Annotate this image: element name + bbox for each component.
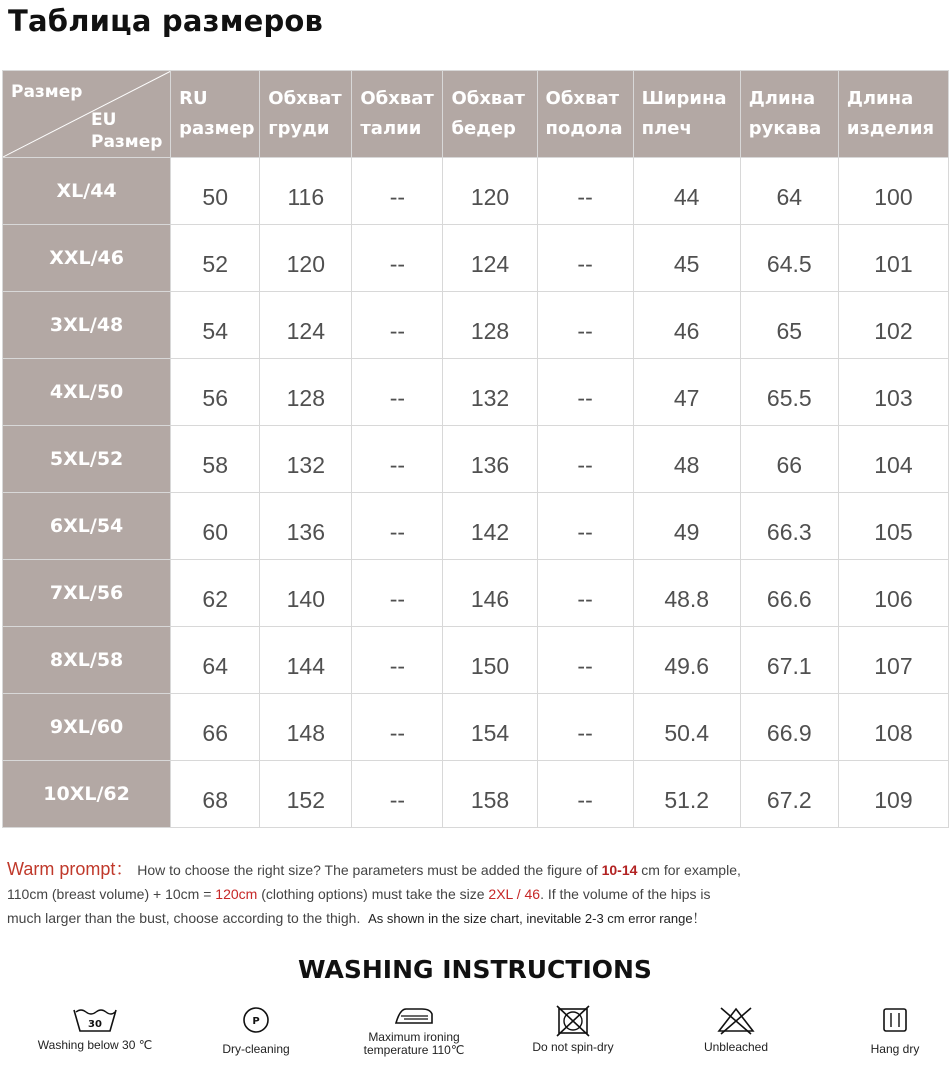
header-waist: Обхват талии bbox=[352, 71, 443, 158]
table-cell: -- bbox=[352, 627, 443, 694]
care-label: Do not spin-dry bbox=[532, 1040, 614, 1054]
table-cell: -- bbox=[537, 158, 633, 225]
table-cell: -- bbox=[537, 359, 633, 426]
prompt-range: 10-14 bbox=[601, 862, 638, 878]
header-hips: Обхват бедер bbox=[443, 71, 537, 158]
wash-30-icon bbox=[72, 1005, 118, 1035]
row-size-label: 5XL/52 bbox=[3, 426, 171, 493]
header-length: Длина изделия bbox=[838, 71, 948, 158]
table-cell: -- bbox=[537, 560, 633, 627]
table-cell: 101 bbox=[838, 225, 948, 292]
table-cell: 47 bbox=[633, 359, 740, 426]
table-cell: 67.2 bbox=[740, 761, 838, 828]
table-cell: -- bbox=[352, 761, 443, 828]
table-cell: -- bbox=[352, 694, 443, 761]
row-size-label: 7XL/56 bbox=[3, 560, 171, 627]
care-wash-30 bbox=[36, 1005, 154, 1052]
care-label: Maximum ironing temperature 110℃ bbox=[363, 1030, 465, 1057]
table-cell: 142 bbox=[443, 493, 537, 560]
header-hem: Обхват подола bbox=[537, 71, 633, 158]
table-cell: 152 bbox=[260, 761, 352, 828]
warm-prompt: Warm prompt： How to choose the right size? The parameters must be added the figure of 10-14 cm for example, 110cm (breast volume) + 10cm = 120cm (clothing options) must take the size 2XL / 46. If the volume of the hips is much larger than the bust, choose according to the thigh. As shown in the size chart, inevitable 2-3 cm error range！ bbox=[7, 859, 741, 926]
row-size-label: 9XL/60 bbox=[3, 694, 171, 761]
table-cell: 68 bbox=[171, 761, 260, 828]
table-cell: 107 bbox=[838, 627, 948, 694]
header-shoulder: Ширина плеч bbox=[633, 71, 740, 158]
prompt-lead: Warm prompt： bbox=[7, 859, 134, 879]
table-cell: 124 bbox=[260, 292, 352, 359]
table-cell: 100 bbox=[838, 158, 948, 225]
table-row bbox=[3, 627, 949, 694]
table-cell: 136 bbox=[443, 426, 537, 493]
svg-text:P: P bbox=[252, 1016, 260, 1027]
table-cell: 65.5 bbox=[740, 359, 838, 426]
table-cell: 104 bbox=[838, 426, 948, 493]
table-cell: 64.5 bbox=[740, 225, 838, 292]
table-cell: 128 bbox=[443, 292, 537, 359]
care-label: Unbleached bbox=[703, 1040, 769, 1054]
table-cell: 54 bbox=[171, 292, 260, 359]
table-cell: -- bbox=[352, 493, 443, 560]
table-cell: 67.1 bbox=[740, 627, 838, 694]
table-cell: 52 bbox=[171, 225, 260, 292]
no-spin-dry-icon bbox=[556, 1005, 590, 1037]
table-cell: 62 bbox=[171, 560, 260, 627]
table-cell: 64 bbox=[740, 158, 838, 225]
table-cell: -- bbox=[352, 292, 443, 359]
table-cell: 108 bbox=[838, 694, 948, 761]
row-size-label: 6XL/54 bbox=[3, 493, 171, 560]
table-cell: -- bbox=[352, 560, 443, 627]
table-row bbox=[3, 158, 949, 225]
care-label: Dry-cleaning bbox=[222, 1042, 290, 1056]
table-cell: 146 bbox=[443, 560, 537, 627]
table-cell: 65 bbox=[740, 292, 838, 359]
care-unbleached bbox=[690, 1005, 782, 1054]
hang-dry-icon bbox=[880, 1005, 910, 1035]
corner-size-label: Размер bbox=[11, 82, 83, 102]
table-cell: 109 bbox=[838, 761, 948, 828]
table-cell: 124 bbox=[443, 225, 537, 292]
table-cell: -- bbox=[352, 158, 443, 225]
table-row bbox=[3, 761, 949, 828]
table-cell: 66.9 bbox=[740, 694, 838, 761]
row-size-label: XL/44 bbox=[3, 158, 171, 225]
table-cell: 45 bbox=[633, 225, 740, 292]
table-cell: 140 bbox=[260, 560, 352, 627]
table-cell: 154 bbox=[443, 694, 537, 761]
row-size-label: 3XL/48 bbox=[3, 292, 171, 359]
care-ironing bbox=[355, 1005, 473, 1057]
table-header-row bbox=[3, 71, 949, 158]
table-cell: 105 bbox=[838, 493, 948, 560]
table-cell: 66 bbox=[740, 426, 838, 493]
size-table bbox=[2, 70, 949, 828]
table-cell: -- bbox=[352, 225, 443, 292]
table-row bbox=[3, 694, 949, 761]
table-cell: -- bbox=[537, 627, 633, 694]
table-cell: 48.8 bbox=[633, 560, 740, 627]
care-label: Washing below 30 ℃ bbox=[37, 1038, 153, 1052]
table-cell: 50.4 bbox=[633, 694, 740, 761]
corner-eu-size-label: Размер bbox=[91, 132, 163, 152]
table-cell: 51.2 bbox=[633, 761, 740, 828]
table-cell: 50 bbox=[171, 158, 260, 225]
size-table-body bbox=[3, 158, 949, 828]
corner-header-cell bbox=[3, 71, 171, 158]
table-cell: 128 bbox=[260, 359, 352, 426]
table-row bbox=[3, 560, 949, 627]
table-cell: 102 bbox=[838, 292, 948, 359]
table-cell: 106 bbox=[838, 560, 948, 627]
table-cell: 44 bbox=[633, 158, 740, 225]
care-dry-cleaning bbox=[206, 1005, 306, 1056]
table-row bbox=[3, 359, 949, 426]
svg-text:30: 30 bbox=[88, 1019, 102, 1030]
table-row bbox=[3, 292, 949, 359]
table-cell: 56 bbox=[171, 359, 260, 426]
row-size-label: 8XL/58 bbox=[3, 627, 171, 694]
prompt-result: 120cm bbox=[215, 886, 258, 902]
care-label: Hang dry bbox=[870, 1042, 920, 1056]
table-cell: 66.3 bbox=[740, 493, 838, 560]
table-cell: -- bbox=[537, 761, 633, 828]
table-cell: 136 bbox=[260, 493, 352, 560]
table-cell: 158 bbox=[443, 761, 537, 828]
table-cell: 132 bbox=[443, 359, 537, 426]
row-size-label: XXL/46 bbox=[3, 225, 171, 292]
table-cell: 132 bbox=[260, 426, 352, 493]
table-cell: 120 bbox=[443, 158, 537, 225]
care-no-spin-dry bbox=[522, 1005, 624, 1054]
table-cell: 116 bbox=[260, 158, 352, 225]
table-row bbox=[3, 225, 949, 292]
row-size-label: 4XL/50 bbox=[3, 359, 171, 426]
page-title: Таблица размеров bbox=[8, 4, 324, 38]
row-size-label: 10XL/62 bbox=[3, 761, 171, 828]
washing-instructions-title: WASHING INSTRUCTIONS bbox=[298, 955, 652, 984]
table-cell: 58 bbox=[171, 426, 260, 493]
table-row bbox=[3, 426, 949, 493]
table-cell: 64 bbox=[171, 627, 260, 694]
table-cell: -- bbox=[537, 292, 633, 359]
table-cell: -- bbox=[537, 225, 633, 292]
table-cell: -- bbox=[537, 426, 633, 493]
table-cell: 60 bbox=[171, 493, 260, 560]
table-cell: -- bbox=[537, 493, 633, 560]
table-cell: 48 bbox=[633, 426, 740, 493]
table-cell: 103 bbox=[838, 359, 948, 426]
table-cell: 49 bbox=[633, 493, 740, 560]
table-cell: 144 bbox=[260, 627, 352, 694]
dry-clean-icon bbox=[241, 1005, 271, 1035]
no-bleach-icon bbox=[716, 1005, 756, 1035]
table-cell: 66 bbox=[171, 694, 260, 761]
corner-eu-label: EU bbox=[91, 110, 117, 130]
table-cell: -- bbox=[352, 359, 443, 426]
table-cell: 66.6 bbox=[740, 560, 838, 627]
table-cell: 150 bbox=[443, 627, 537, 694]
header-chest: Обхват груди bbox=[260, 71, 352, 158]
table-cell: 49.6 bbox=[633, 627, 740, 694]
table-cell: -- bbox=[352, 426, 443, 493]
header-ru-size: RU размер bbox=[171, 71, 260, 158]
prompt-size: 2XL / 46 bbox=[488, 886, 541, 902]
header-sleeve: Длина рукава bbox=[740, 71, 838, 158]
table-cell: 46 bbox=[633, 292, 740, 359]
iron-icon bbox=[392, 1005, 436, 1027]
table-cell: 120 bbox=[260, 225, 352, 292]
table-row bbox=[3, 493, 949, 560]
table-cell: 148 bbox=[260, 694, 352, 761]
table-cell: -- bbox=[537, 694, 633, 761]
care-hang-dry bbox=[858, 1005, 932, 1056]
